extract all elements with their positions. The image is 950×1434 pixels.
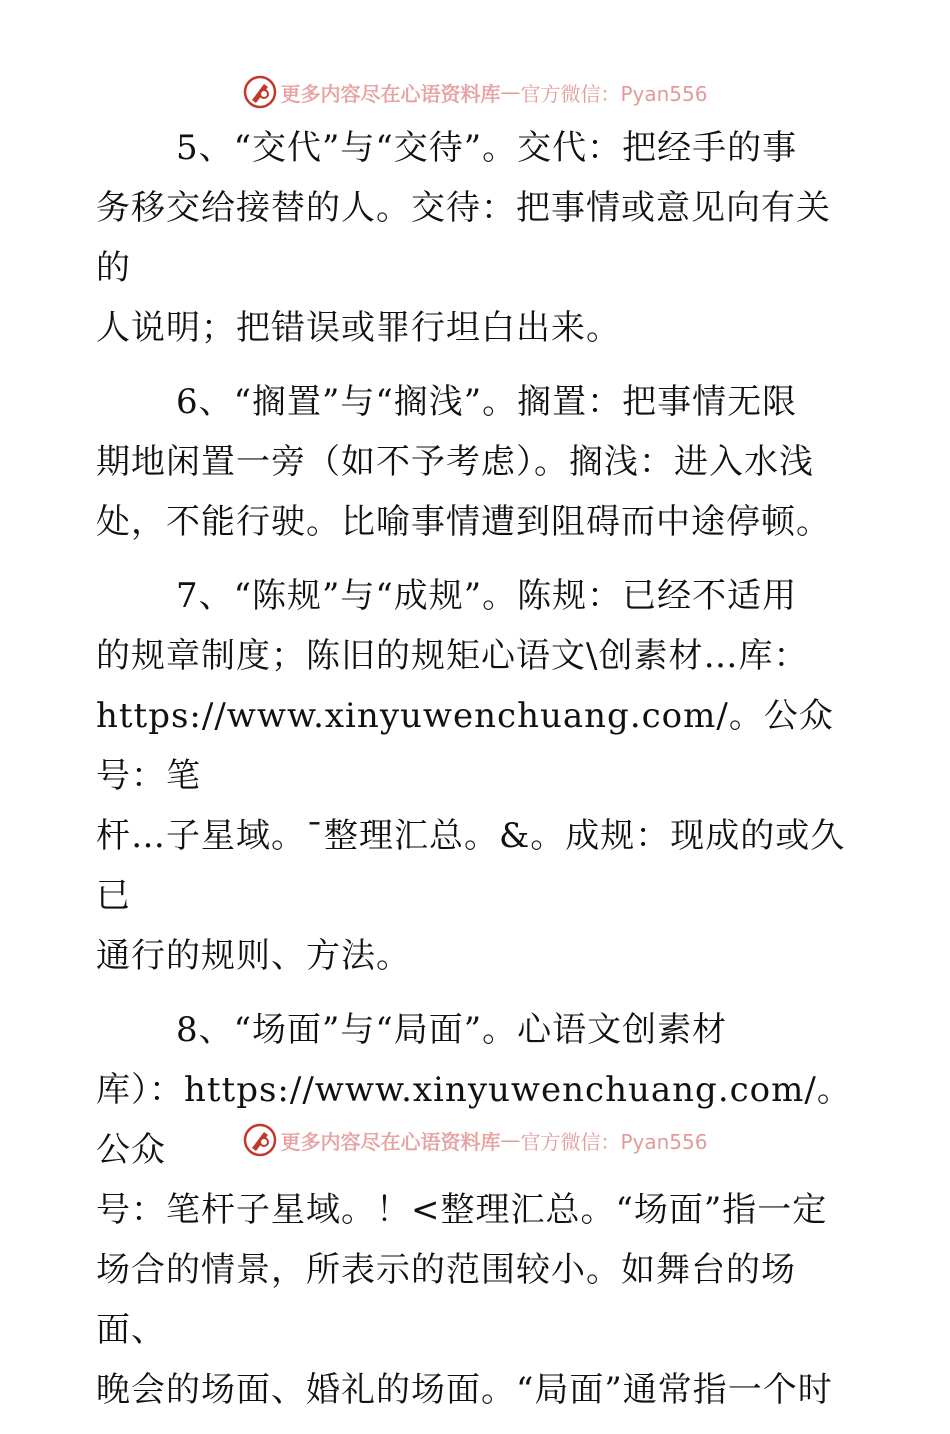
- paragraph-7: [96, 566, 856, 986]
- text-line: 处，不能行驶。比喻事情遭到阻碍而中途停顿。: [96, 502, 831, 542]
- text-line: 7、“陈规”与“成规”。陈规：已经不适用: [176, 576, 798, 616]
- watermark-wechat: 官方微信：Pyan556: [520, 1129, 708, 1154]
- paragraph-6: [96, 372, 856, 552]
- text-line: 场合的情景，所表示的范围较小。如舞台的场面、: [96, 1250, 796, 1350]
- text-line: 5、“交代”与“交待”。交代：把经手的事: [176, 128, 798, 168]
- text-line: 期地闲置一旁（如不予考虑）。搁浅：进入水浅: [96, 442, 814, 482]
- text-line: 6、“搁置”与“搁浅”。搁置：把事情无限: [176, 382, 798, 422]
- pen-logo-icon: [242, 1122, 278, 1158]
- text-line: 务移交给接替的人。交待：把事情或意见向有关的: [96, 188, 831, 288]
- text-line: 的规章制度；陈旧的规矩心语文\创素材…库：: [96, 636, 809, 676]
- text-line: 号：笔杆子星域。！<整理汇总。“场面”指一定: [96, 1190, 828, 1230]
- watermark-text: 更多内容尽在心语资料库: [280, 81, 501, 106]
- watermark-dash: —: [500, 1128, 521, 1152]
- watermark-wechat: 官方微信：Pyan556: [520, 81, 708, 106]
- paragraph-5: [96, 118, 856, 358]
- document-body: [96, 118, 856, 1434]
- watermark-dash: —: [500, 80, 521, 104]
- pen-logo-icon: [242, 74, 278, 110]
- watermark-text: 更多内容尽在心语资料库: [280, 1129, 501, 1154]
- paragraph-8: [96, 1000, 856, 1420]
- text-line: 杆…子星域。¯整理汇总。&。成规：现成的或久已: [96, 816, 846, 916]
- text-line: 人说明；把错误或罪行坦白出来。: [96, 308, 621, 348]
- text-line: 晚会的场面、婚礼的场面。“局面”通常指一个时: [96, 1370, 833, 1410]
- footer-watermark: [0, 1118, 950, 1162]
- text-line: https://www.xinyuwenchuang.com/。公众号：笔: [96, 696, 834, 796]
- text-line: 库）：https://www.xinyuwenchuang.com/。公众: [96, 1070, 852, 1170]
- text-line: 8、“场面”与“局面”。心语文创素材: [176, 1010, 728, 1050]
- header-watermark: [0, 70, 950, 114]
- text-line: 通行的规则、方法。: [96, 936, 411, 976]
